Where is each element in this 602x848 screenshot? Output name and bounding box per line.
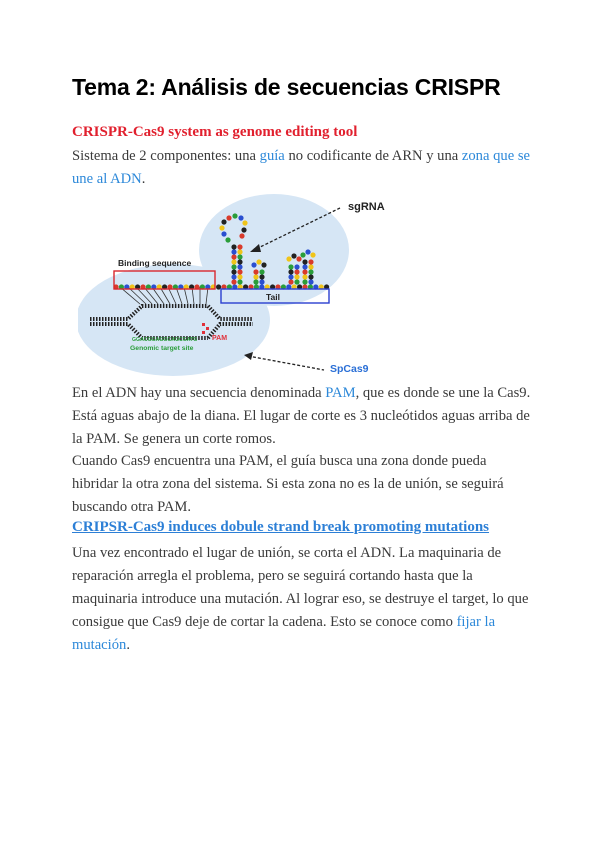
sgrna-bead bbox=[288, 264, 293, 269]
sgrna-bead bbox=[253, 274, 258, 279]
sgrna-bead bbox=[221, 219, 226, 224]
sgrna-bead bbox=[232, 213, 237, 218]
sgrna-bead bbox=[259, 279, 264, 284]
highlight-fijar: fijar la mutación bbox=[72, 614, 496, 653]
sgrna-bead bbox=[296, 256, 301, 261]
sgrna-bead bbox=[302, 264, 307, 269]
text-run: . bbox=[126, 637, 130, 653]
paragraph-repair bbox=[72, 542, 532, 657]
pam-label: PAM bbox=[212, 335, 228, 342]
crispr-cas9-figure bbox=[78, 186, 408, 376]
tail-label: Tail bbox=[266, 292, 281, 302]
sgrna-bead bbox=[231, 269, 236, 274]
sgrna-bead bbox=[226, 215, 231, 220]
sgrna-bead bbox=[231, 244, 236, 249]
sgrna-bead bbox=[251, 262, 256, 267]
text-run: , que es donde se une la Cas9. Está aguas abajo de la diana. El lugar de corte es 3 nucleótidos aguas arriba de la PAM. Se genera un corte romos. bbox=[72, 385, 531, 447]
sgrna-bead bbox=[308, 264, 313, 269]
spcas9-label: SpCas9 bbox=[330, 363, 369, 375]
sgrna-bead bbox=[219, 225, 224, 230]
sgrna-bead bbox=[231, 274, 236, 279]
sgrna-bead bbox=[305, 249, 310, 254]
sgrna-bead bbox=[231, 249, 236, 254]
section-heading-crispr-system: CRISPR-Cas9 system as genome editing tool bbox=[72, 124, 358, 140]
sgrna-bead bbox=[288, 279, 293, 284]
sgrna-bead bbox=[225, 237, 230, 242]
sgrna-bead bbox=[231, 254, 236, 259]
sgrna-bead bbox=[294, 279, 299, 284]
sgrna-bead bbox=[261, 262, 266, 267]
sgrna-bead bbox=[259, 274, 264, 279]
sgrna-bead bbox=[237, 259, 242, 264]
paragraph-components bbox=[72, 145, 532, 191]
sgrna-bead bbox=[302, 259, 307, 264]
sgrna-bead bbox=[288, 269, 293, 274]
sgrna-bead bbox=[308, 279, 313, 284]
sgrna-bead bbox=[237, 254, 242, 259]
sgrna-bead bbox=[237, 244, 242, 249]
sgrna-bead bbox=[231, 279, 236, 284]
binding-sequence-label: Binding sequence bbox=[118, 258, 192, 268]
sgrna-bead bbox=[221, 231, 226, 236]
sgrna-bead bbox=[302, 269, 307, 274]
text-run: no codificante de ARN y una bbox=[284, 148, 462, 164]
sgrna-bead bbox=[308, 259, 313, 264]
highlight-pam: PAM bbox=[325, 385, 356, 401]
text-run: Sistema de 2 componentes: una bbox=[72, 148, 260, 164]
sgrna-bead bbox=[241, 227, 246, 232]
sgrna-bead bbox=[253, 269, 258, 274]
sgrna-bead bbox=[300, 252, 305, 257]
sgrna-bead bbox=[237, 274, 242, 279]
sgrna-bead bbox=[294, 269, 299, 274]
paragraph-search: Cuando Cas9 encuentra una PAM, el guía busca una zona donde pueda hibridar la otra zona del sistema. Si esta zona no es la de unión, se seguirá buscando otra PAM. bbox=[72, 453, 504, 515]
genomic-target-label: Genomic target site bbox=[130, 345, 194, 352]
sgrna-bead bbox=[308, 269, 313, 274]
sgrna-bead bbox=[294, 264, 299, 269]
sgrna-bead bbox=[286, 256, 291, 261]
sgrna-bead bbox=[253, 279, 258, 284]
sgrna-bead bbox=[237, 264, 242, 269]
text-run: . bbox=[141, 171, 146, 187]
sgrna-bead bbox=[237, 279, 242, 284]
spcas9-arrow bbox=[248, 356, 324, 370]
sgrna-bead bbox=[308, 274, 313, 279]
sgrna-bead bbox=[294, 274, 299, 279]
sgrna-bead bbox=[291, 253, 296, 258]
paragraph-pam bbox=[72, 382, 532, 451]
sgrna-bead bbox=[259, 269, 264, 274]
sgrna-bead bbox=[302, 279, 307, 284]
section-heading-double-strand-break[interactable]: CRIPSR-Cas9 induces dobule strand break promoting mutations bbox=[72, 519, 490, 535]
page-title: Tema 2: Análisis de secuencias CRISPR bbox=[72, 74, 501, 100]
text-run: En el ADN hay una secuencia denominada bbox=[72, 385, 326, 401]
sgrna-bead bbox=[239, 233, 244, 238]
sgrna-bead bbox=[242, 220, 247, 225]
sgrna-bead bbox=[237, 249, 242, 254]
highlight-zona: zona que se une al ADN bbox=[72, 148, 530, 187]
sgrna-bead bbox=[237, 269, 242, 274]
sgrna-bead bbox=[310, 252, 315, 257]
text-run: Una vez encontrado el lugar de unión, se corta el ADN. La maquinaria de reparación arregla el problema, pero se seguirá cortando hasta que la maquinaria introduce una mutación. Al lograr eso, se destruye el target, lo que consigue que Cas9 deje de cortar la cadena. Esto se conoce como bbox=[72, 545, 529, 630]
sgrna-bead bbox=[256, 259, 261, 264]
sgrna-bead bbox=[302, 274, 307, 279]
sgrna-label: sgRNA bbox=[348, 201, 385, 213]
sgrna-bead bbox=[238, 215, 243, 220]
highlight-guia: guía bbox=[259, 148, 285, 164]
sgrna-bead bbox=[231, 264, 236, 269]
sgrna-bead bbox=[288, 274, 293, 279]
target-sequence: GGACGGAGGCAGCGATG bbox=[132, 337, 198, 343]
sgrna-bead bbox=[231, 259, 236, 264]
